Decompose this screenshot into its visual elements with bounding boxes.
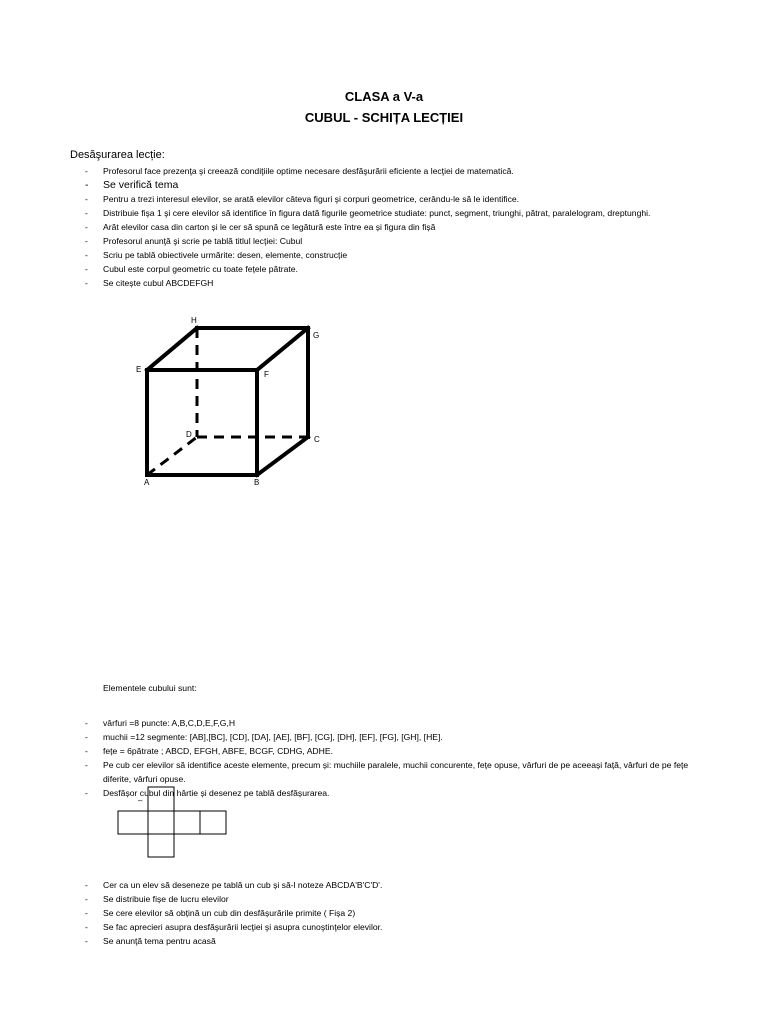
list-item: - Profesorul face prezenţa şi creează condiţiile optime necesare desfăşurării eficiente a lecţiei de matematică. — [68, 164, 708, 178]
list-item: - Profesorul anunţă şi scrie pe tablă titlul lecţiei: Cubul — [68, 234, 708, 248]
net-square-right — [174, 811, 200, 834]
list-item: - vârfuri =8 puncte: A,B,C,D,E,F,G,H — [68, 716, 718, 730]
edge-FG — [257, 328, 308, 370]
vertex-label-H: H — [191, 316, 197, 325]
list-item: - Cubul este corpul geometric cu toate fețele pătrate. — [68, 262, 708, 276]
page-title: CLASA a V-a — [344, 89, 424, 104]
list-item: - Pe cub cer elevilor să identifice aceste elemente, precum și: muchiile paralele, muchii concurente, fețe opuse, vârfuri de pe aceeași față, vârfuri de pe fețe diferite, vârfuri opuse. — [68, 758, 718, 786]
list-item: - Se anunţă tema pentru acasă — [68, 934, 708, 948]
list-item: - muchii =12 segmente: [AB],[BC], [CD], [DA], [AE], [BF], [CG], [DH], [EF], [FG], [GH], [HE]. — [68, 730, 718, 744]
hidden-edge-AD — [147, 437, 197, 475]
vertex-label-E: E — [136, 365, 142, 374]
list-item: - fețe = 6pătrate ; ABCD, EFGH, ABFE, BCGF, CDHG, ADHE. — [68, 744, 718, 758]
list-item: - Se distribuie fișe de lucru elevilor — [68, 892, 708, 906]
final-steps-list — [68, 878, 708, 948]
net-square-left — [118, 811, 148, 834]
net-square-center — [148, 811, 174, 834]
list-item: - Arăt elevilor casa din carton și le cer să spună ce legătură este între ea și figura din fișă — [68, 220, 708, 234]
section-intro: Desăşurarea lecție: — [70, 149, 165, 161]
net-square-bottom — [148, 834, 174, 857]
edge-BC — [257, 437, 308, 475]
page-subtitle: CUBUL - SCHIȚA LECȚIEI — [304, 110, 464, 125]
elements-heading: Elementele cubului sunt: — [103, 683, 197, 693]
vertex-label-C: C — [314, 435, 320, 444]
edge-EH — [147, 328, 197, 370]
net-mark: – — [138, 796, 143, 805]
list-item: - Se fac aprecieri asupra desfăşurării lecţiei şi asupra cunoştinţelor elevilor. — [68, 920, 708, 934]
net-square-far-right — [200, 811, 226, 834]
cube-front-face — [147, 370, 257, 475]
list-item: - Se citește cubul ABCDEFGH — [68, 276, 708, 290]
list-item: - Distribuie fişa 1 şi cere elevilor să identifice în figura dată figurile geometrice studiate: punct, segment, triunghi, pătrat, paralelogram, dreptunghi. — [68, 206, 708, 220]
vertex-label-B: B — [254, 478, 260, 487]
list-item: - Se verifică tema — [68, 178, 708, 192]
list-item: - Desfășor cubul din hârtie și desenez pe tablă desfășurarea. — [68, 786, 718, 800]
list-item: - Cer ca un elev să deseneze pe tablă un cub și să-l noteze ABCDA'B'C'D'. — [68, 878, 708, 892]
vertex-label-A: A — [144, 478, 150, 487]
cube-elements-list — [68, 716, 718, 800]
list-item: - Pentru a trezi interesul elevilor, se arată elevilor câteva figuri şi corpuri geometrice, cerându-le să le identifice. — [68, 192, 708, 206]
vertex-label-F: F — [264, 370, 269, 379]
vertex-label-G: G — [313, 331, 320, 340]
list-item: - Scriu pe tablă obiectivele urmărite: desen, elemente, construcție — [68, 248, 708, 262]
vertex-label-D: D — [186, 430, 192, 439]
list-item: - Se cere elevilor să obțină un cub din desfășurările primite ( Fișa 2) — [68, 906, 708, 920]
